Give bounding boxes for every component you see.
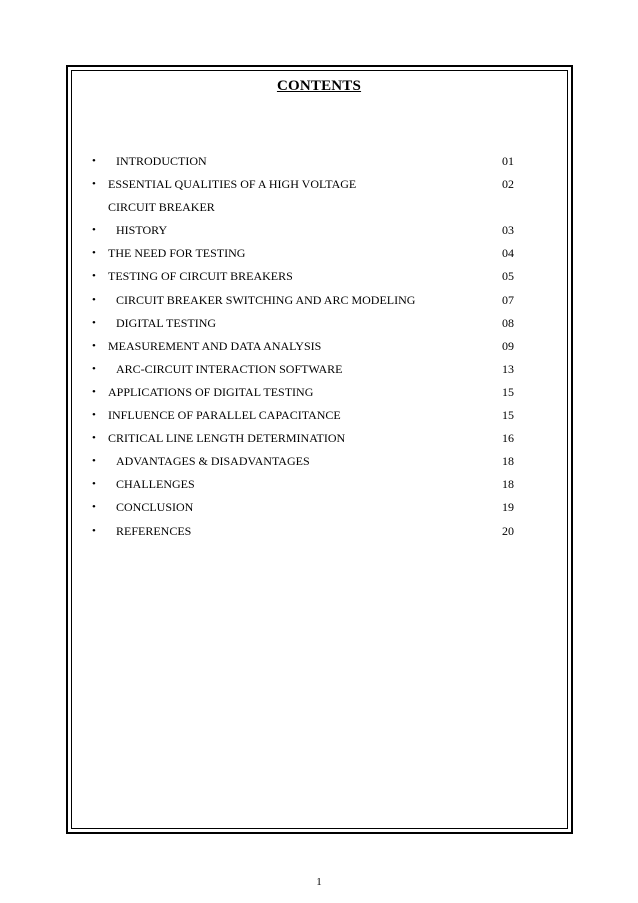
toc-entry-page: 16 (502, 431, 514, 446)
toc-entry-label: THE NEED FOR TESTING (108, 246, 246, 261)
page-number: 1 (316, 876, 322, 888)
bullet-icon: • (92, 316, 96, 329)
toc-entry-page: 13 (502, 361, 514, 376)
table-of-contents (92, 150, 522, 543)
toc-entry[interactable] (92, 427, 522, 450)
toc-entry-label: MEASUREMENT AND DATA ANALYSIS (108, 338, 322, 353)
toc-entry[interactable] (92, 219, 522, 242)
toc-entry-label: ADVANTAGES & DISADVANTAGES (116, 454, 310, 469)
bullet-icon: • (92, 478, 96, 491)
toc-entry[interactable] (92, 381, 522, 404)
toc-entry-page: 08 (502, 315, 514, 330)
toc-entry-page: 20 (502, 523, 514, 538)
toc-entry-label: CIRCUIT BREAKER SWITCHING AND ARC MODELING (116, 292, 416, 307)
bullet-icon: • (92, 155, 96, 167)
toc-entry-page: 19 (502, 500, 514, 515)
toc-entry[interactable] (92, 404, 522, 427)
bullet-icon: • (92, 293, 96, 306)
toc-entry-label: REFERENCES (116, 523, 192, 538)
bullet-icon: • (92, 432, 96, 445)
toc-entry[interactable] (92, 242, 522, 265)
toc-entry[interactable] (92, 358, 522, 381)
bullet-icon: • (92, 224, 96, 237)
toc-entry-page: 18 (502, 477, 514, 492)
toc-entry-page: 03 (502, 223, 514, 238)
toc-entry-label: CHALLENGES (116, 477, 195, 492)
bullet-icon: • (92, 247, 96, 260)
toc-entry-page: 04 (502, 246, 514, 261)
toc-entry[interactable] (92, 173, 522, 219)
contents-title: CONTENTS (276, 78, 362, 94)
toc-entry-label: ESSENTIAL QUALITIES OF A HIGH VOLTAGE (108, 177, 357, 192)
toc-entry-page: 01 (502, 154, 514, 168)
toc-entry-page: 05 (502, 269, 514, 284)
bullet-icon: • (92, 455, 96, 468)
toc-entry-page: 02 (502, 177, 514, 192)
bullet-icon: • (92, 501, 96, 514)
toc-entry-label: DIGITAL TESTING (116, 315, 217, 330)
toc-entry-label: INFLUENCE OF PARALLEL CAPACITANCE (108, 408, 341, 423)
toc-entry-label: INTRODUCTION (116, 154, 207, 168)
toc-entry-page: 18 (502, 454, 514, 469)
toc-entry-label: CRITICAL LINE LENGTH DETERMINATION (108, 431, 346, 446)
toc-entry-continuation: CIRCUIT BREAKER (108, 200, 215, 215)
bullet-icon: • (92, 409, 96, 422)
toc-entry-page: 15 (502, 384, 514, 399)
toc-entry[interactable] (92, 265, 522, 288)
toc-entry-label: ARC-CIRCUIT INTERACTION SOFTWARE (116, 361, 343, 376)
toc-entry[interactable] (92, 496, 522, 519)
toc-entry[interactable] (92, 450, 522, 473)
toc-entry-label: TESTING OF CIRCUIT BREAKERS (108, 269, 293, 284)
toc-entry[interactable] (92, 473, 522, 496)
toc-entry-page: 15 (502, 408, 514, 423)
toc-entry-page: 09 (502, 338, 514, 353)
bullet-icon: • (92, 178, 96, 191)
toc-entry-label: CONCLUSION (116, 500, 194, 515)
bullet-icon: • (92, 339, 96, 352)
bullet-icon: • (92, 385, 96, 398)
toc-entry[interactable] (92, 150, 522, 173)
bullet-icon: • (92, 524, 96, 537)
toc-entry-page: 07 (502, 292, 514, 307)
bullet-icon: • (92, 270, 96, 283)
toc-entry[interactable] (92, 520, 522, 543)
toc-entry[interactable] (92, 289, 522, 312)
bullet-icon: • (92, 362, 96, 375)
toc-entry-label: APPLICATIONS OF DIGITAL TESTING (108, 384, 314, 399)
toc-entry[interactable] (92, 312, 522, 335)
toc-entry[interactable] (92, 335, 522, 358)
toc-entry-label: HISTORY (116, 223, 168, 238)
